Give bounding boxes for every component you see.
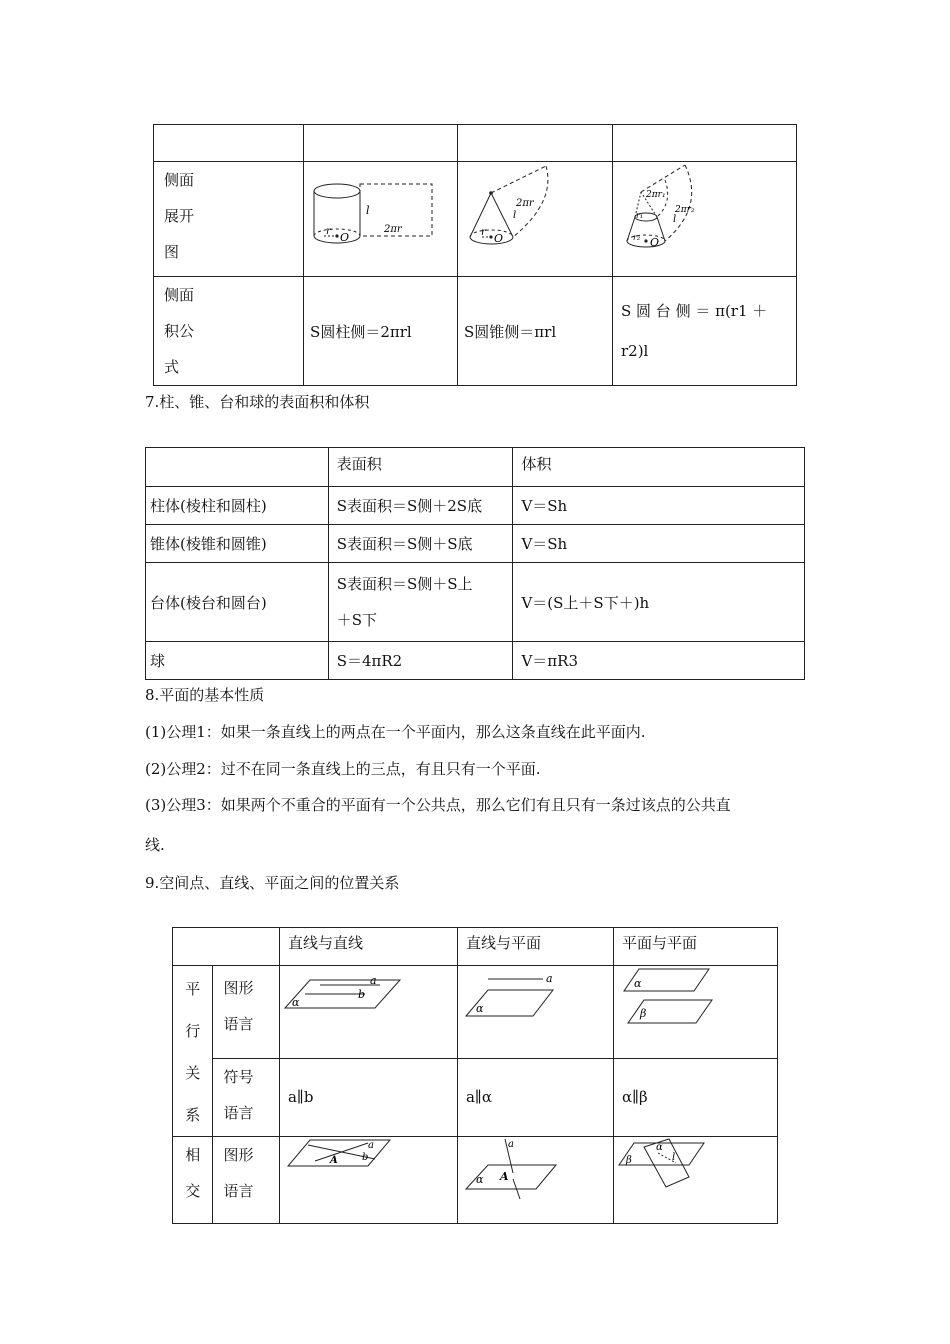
svg-text:b: b	[361, 1152, 369, 1163]
line-plane-parallel-figure	[457, 966, 613, 1059]
svg-text:2πr₁: 2πr₁	[645, 190, 666, 200]
cylinder-formula: S圆柱侧＝2πrl	[304, 277, 458, 386]
position-relation-table	[172, 927, 778, 1224]
parallel-lines-figure	[279, 966, 457, 1059]
svg-text:O: O	[340, 231, 350, 244]
svg-text:A: A	[499, 1170, 509, 1183]
t1-row-label-formula: 侧面 积公 式	[154, 277, 304, 386]
line-plane-intersect-svg	[458, 1137, 613, 1199]
section-9-heading: 9.空间点、直线、平面之间的位置关系	[145, 874, 400, 892]
section-7-heading: 7.柱、锥、台和球的表面积和体积	[145, 393, 370, 411]
symbol-line-plane: a∥α	[457, 1058, 613, 1136]
symbol-line-line: a∥b	[279, 1058, 457, 1136]
symbol-language-label: 符号 语言	[213, 1058, 280, 1136]
svg-text:l: l	[366, 204, 370, 217]
svg-text:l: l	[672, 214, 677, 225]
axiom-3: (3)公理3：如果两个不重合的平面有一个公共点，那么它们有且只有一条过该点的公共直	[145, 796, 731, 814]
svg-text:α: α	[291, 996, 300, 1009]
symbol-plane-plane: α∥β	[613, 1058, 777, 1136]
t2-header-volume: 体积	[513, 448, 805, 487]
t3-header-empty	[173, 928, 280, 966]
t2-row-name: 球	[146, 642, 329, 680]
intersect-label: 相 交	[173, 1137, 213, 1224]
plane-plane-intersect-svg	[614, 1137, 777, 1199]
t2-header-empty	[146, 448, 329, 487]
svg-text:α: α	[655, 1142, 663, 1153]
t3-header-line-line: 直线与直线	[279, 928, 457, 966]
t1-header-empty	[154, 125, 304, 162]
svg-text:l: l	[671, 1152, 676, 1163]
svg-text:a: a	[545, 972, 553, 985]
svg-text:α: α	[633, 977, 642, 990]
svg-text:α: α	[475, 1173, 484, 1186]
t1-row-label-unfold: 侧面 展开 图	[154, 162, 304, 277]
cylinder-unfold-figure	[304, 162, 458, 277]
figure-language-label: 图形 语言	[213, 1137, 280, 1224]
cone-unfold-svg	[458, 162, 610, 272]
t1-header-empty	[612, 125, 796, 162]
cylinder-unfold-svg	[304, 162, 454, 272]
svg-text:l: l	[513, 210, 517, 221]
svg-text:r₂: r₂	[632, 233, 641, 242]
axiom-2: (2)公理2：过不在同一条直线上的三点，有且只有一个平面.	[145, 760, 541, 778]
t2-row-area: S＝4πR2	[328, 642, 513, 680]
t2-row-name: 柱体(棱柱和圆柱)	[146, 487, 329, 525]
t2-row-area: S表面积＝S侧＋2S底	[328, 487, 513, 525]
svg-text:r: r	[326, 226, 331, 237]
plane-plane-intersect-figure	[613, 1137, 777, 1224]
cone-unfold-figure	[458, 162, 613, 277]
svg-text:b: b	[357, 988, 366, 1001]
svg-text:α: α	[475, 1002, 484, 1015]
t2-row-area: S表面积＝S侧＋S底	[328, 525, 513, 563]
lateral-area-table	[153, 124, 797, 386]
t2-row-name: 锥体(棱锥和圆锥)	[146, 525, 329, 563]
figure-language-label: 图形 语言	[213, 966, 280, 1059]
t3-header-line-plane: 直线与平面	[457, 928, 613, 966]
surface-volume-table	[145, 447, 805, 680]
t2-row-volume: V＝Sh	[513, 487, 805, 525]
plane-plane-parallel-figure	[613, 966, 777, 1059]
line-plane-intersect-figure	[457, 1137, 613, 1224]
svg-text:a: a	[367, 1140, 374, 1151]
t2-row-name: 台体(棱台和圆台)	[146, 563, 329, 642]
parallel-label: 平 行 关 系	[173, 966, 213, 1137]
axiom-3-cont: 线.	[145, 836, 165, 854]
t2-row-volume: V＝Sh	[513, 525, 805, 563]
svg-text:2πr: 2πr	[516, 198, 534, 209]
svg-text:O: O	[494, 232, 504, 245]
svg-text:r: r	[481, 227, 486, 238]
axiom-1: (1)公理1：如果一条直线上的两点在一个平面内，那么这条直线在此平面内.	[145, 723, 646, 741]
svg-text:A: A	[329, 1155, 338, 1166]
svg-text:β: β	[625, 1155, 632, 1166]
t2-row-area: S表面积＝S侧＋S上 ＋S下	[328, 563, 513, 642]
t1-header-empty	[458, 125, 613, 162]
t2-row-volume: V＝(S上＋S下＋)h	[513, 563, 805, 642]
svg-text:r₁: r₁	[635, 211, 644, 220]
svg-text:2πr: 2πr	[384, 224, 402, 235]
t2-row-volume: V＝πR3	[513, 642, 805, 680]
frustum-formula: S 圆 台 侧 ＝ π(r1 ＋ r2)l	[612, 277, 796, 386]
svg-text:2πr₂: 2πr₂	[674, 205, 695, 215]
line-plane-parallel-svg	[458, 966, 613, 1026]
intersect-lines-figure	[279, 1137, 457, 1224]
parallel-lines-svg	[280, 966, 457, 1026]
svg-text:β: β	[639, 1007, 647, 1020]
cone-formula: S圆锥侧＝πrl	[458, 277, 613, 386]
svg-text:a: a	[507, 1139, 514, 1150]
t2-header-area: 表面积	[328, 448, 513, 487]
svg-text:O: O	[649, 236, 660, 249]
plane-plane-parallel-svg	[614, 966, 777, 1028]
frustum-unfold-figure	[612, 162, 796, 277]
t3-header-plane-plane: 平面与平面	[613, 928, 777, 966]
intersect-lines-svg	[280, 1137, 457, 1177]
section-8-heading: 8.平面的基本性质	[145, 686, 265, 704]
svg-text:a: a	[369, 974, 377, 987]
frustum-unfold-svg	[613, 162, 795, 272]
t1-header-empty	[304, 125, 458, 162]
